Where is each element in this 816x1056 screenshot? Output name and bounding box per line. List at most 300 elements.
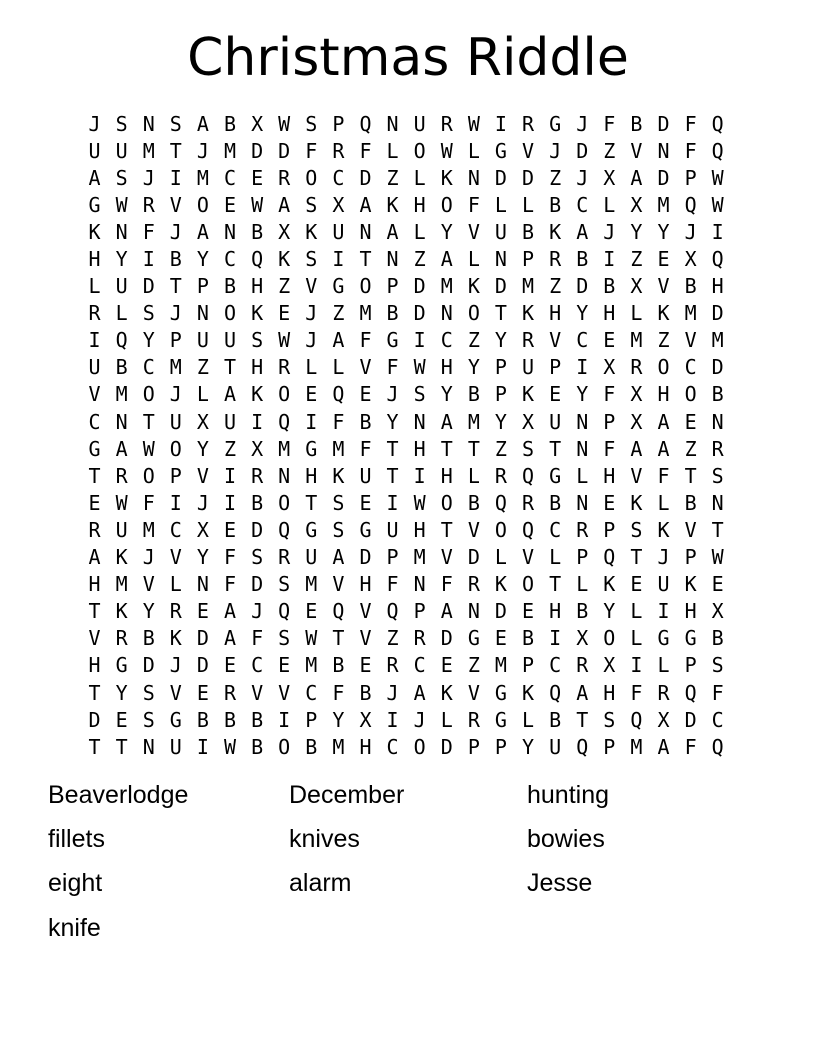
grid-letter: T	[711, 517, 724, 542]
grid-letter: E	[115, 707, 128, 732]
grid-letter: F	[630, 680, 643, 705]
grid-letter: Y	[115, 247, 128, 272]
grid-letter: Q	[576, 734, 589, 759]
grid-letter: A	[223, 382, 237, 407]
grid-letter: S	[305, 192, 318, 217]
grid-letter: G	[169, 707, 182, 732]
grid-letter: T	[576, 707, 589, 732]
grid-letter: A	[440, 409, 453, 434]
grid-letter: I	[549, 626, 562, 651]
grid-letter: H	[603, 680, 616, 705]
grid-letter: E	[549, 382, 562, 407]
grid-letter: L	[196, 382, 209, 407]
grid-letter: N	[223, 219, 237, 244]
grid-letter: I	[223, 463, 237, 488]
grid-letter: X	[332, 192, 345, 217]
grid-letter: T	[630, 545, 643, 570]
grid-letter: B	[549, 490, 562, 515]
grid-letter: X	[251, 436, 264, 461]
grid-letter: E	[522, 599, 535, 624]
grid-letter: F	[386, 572, 399, 597]
grid-letter: X	[576, 626, 589, 651]
grid-letter: B	[115, 355, 128, 380]
grid-letter: A	[657, 436, 670, 461]
grid-letter: T	[549, 436, 562, 461]
grid-letter: F	[223, 545, 237, 570]
grid-letter: A	[657, 734, 670, 759]
grid-letter: D	[494, 165, 507, 190]
word-list-column	[527, 773, 747, 906]
grid-letter: L	[576, 572, 589, 597]
grid-letter: F	[684, 138, 697, 163]
grid-letter: V	[305, 274, 318, 299]
word-list-item: knife	[48, 913, 101, 942]
grid-letter: O	[494, 517, 507, 542]
grid-letter: O	[278, 490, 291, 515]
grid-letter: I	[386, 707, 399, 732]
grid-letter: J	[603, 219, 616, 244]
grid-letter: C	[413, 653, 426, 678]
grid-letter: D	[684, 707, 697, 732]
grid-letter: D	[494, 274, 507, 299]
grid-letter: U	[88, 138, 101, 163]
grid-letter: N	[196, 301, 209, 326]
grid-letter: U	[522, 355, 535, 380]
grid-letter: Q	[278, 409, 291, 434]
grid-letter: G	[494, 680, 507, 705]
grid-letter: S	[305, 111, 318, 136]
grid-letter: H	[413, 192, 426, 217]
grid-letter: A	[332, 545, 345, 570]
grid-letter: P	[522, 247, 535, 272]
grid-letter: L	[630, 599, 643, 624]
grid-letter: L	[305, 355, 318, 380]
grid-letter: P	[494, 734, 507, 759]
grid-letter: U	[115, 274, 128, 299]
grid-letter: L	[467, 138, 480, 163]
word-list-item: fillets	[48, 825, 105, 854]
grid-letter: K	[386, 192, 399, 217]
grid-letter: H	[359, 572, 372, 597]
grid-letter: E	[494, 626, 507, 651]
grid-letter: X	[630, 409, 643, 434]
grid-letter: W	[467, 111, 480, 136]
grid-letter: P	[169, 463, 182, 488]
grid-letter: J	[386, 382, 399, 407]
grid-letter: A	[223, 626, 237, 651]
grid-letter: M	[305, 653, 318, 678]
grid-letter: X	[522, 409, 535, 434]
grid-letter: T	[142, 409, 155, 434]
grid-letter: I	[88, 328, 101, 353]
grid-letter: K	[684, 572, 697, 597]
grid-letter: N	[413, 572, 426, 597]
word-list-item: bowies	[527, 825, 605, 854]
grid-letter: C	[88, 409, 101, 434]
grid-letter: T	[386, 463, 399, 488]
grid-letter: V	[630, 138, 643, 163]
grid-letter: V	[467, 680, 480, 705]
grid-letter: H	[549, 301, 562, 326]
grid-letter: Z	[223, 436, 237, 461]
grid-letter: Q	[332, 382, 345, 407]
grid-letter: L	[115, 301, 128, 326]
grid-letter: V	[169, 192, 182, 217]
grid-letter: V	[440, 545, 453, 570]
grid-letter: Z	[657, 328, 670, 353]
grid-letter: D	[251, 138, 264, 163]
grid-letter: C	[440, 328, 453, 353]
grid-letter: U	[223, 409, 237, 434]
grid-letter: Q	[359, 111, 372, 136]
grid-letter: N	[576, 436, 589, 461]
grid-letter: E	[359, 490, 372, 515]
grid-letter: N	[278, 463, 291, 488]
grid-letter: I	[251, 409, 264, 434]
grid-letter: F	[684, 734, 697, 759]
grid-letter: N	[142, 111, 155, 136]
grid-letter: X	[603, 355, 616, 380]
grid-letter: Z	[603, 138, 616, 163]
grid-letter: N	[386, 247, 399, 272]
grid-letter: E	[657, 247, 670, 272]
grid-letter: P	[386, 545, 399, 570]
grid-letter: M	[115, 382, 128, 407]
grid-letter: Q	[711, 111, 724, 136]
grid-letter: F	[359, 436, 372, 461]
grid-letter: R	[467, 572, 480, 597]
grid-letter: G	[684, 626, 697, 651]
grid-letter: G	[88, 436, 101, 461]
grid-letter: M	[440, 274, 453, 299]
grid-letter: L	[657, 490, 670, 515]
grid-letter: V	[359, 626, 372, 651]
grid-letter: A	[332, 328, 345, 353]
word-list-item: Beaverlodge	[48, 780, 189, 809]
grid-letter: F	[142, 490, 155, 515]
grid-letter: Q	[549, 680, 562, 705]
grid-letter: G	[305, 436, 318, 461]
grid-letter: X	[359, 707, 372, 732]
grid-letter: E	[223, 653, 237, 678]
grid-letter: V	[549, 328, 562, 353]
grid-letter: P	[413, 599, 426, 624]
grid-letter: W	[251, 192, 264, 217]
grid-letter: V	[88, 626, 101, 651]
grid-letter: E	[684, 409, 697, 434]
grid-letter: D	[196, 653, 209, 678]
grid-letter: C	[576, 328, 589, 353]
grid-letter: V	[657, 274, 670, 299]
grid-letter: P	[603, 517, 616, 542]
word-list-item: December	[289, 780, 405, 809]
grid-letter: T	[359, 247, 372, 272]
grid-letter: D	[657, 165, 670, 190]
grid-letter: M	[494, 653, 507, 678]
grid-letter: B	[223, 274, 237, 299]
grid-letter: P	[549, 355, 562, 380]
grid-letter: S	[305, 247, 318, 272]
grid-letter: K	[305, 219, 318, 244]
grid-letter: H	[657, 382, 670, 407]
grid-letter: W	[711, 192, 724, 217]
grid-letter: M	[630, 734, 643, 759]
grid-letter: Q	[522, 463, 535, 488]
grid-letter: J	[169, 219, 182, 244]
grid-letter: O	[223, 301, 237, 326]
grid-letter: V	[684, 517, 697, 542]
grid-letter: R	[467, 707, 480, 732]
grid-letter: F	[332, 680, 345, 705]
grid-letter: T	[549, 572, 562, 597]
grid-letter: P	[576, 545, 589, 570]
grid-letter: J	[196, 138, 209, 163]
grid-letter: U	[549, 409, 562, 434]
grid-letter: B	[711, 626, 724, 651]
grid-letter: D	[711, 301, 724, 326]
grid-letter: K	[440, 165, 453, 190]
grid-letter: R	[278, 355, 291, 380]
grid-letter: E	[196, 599, 209, 624]
grid-letter: P	[332, 111, 345, 136]
grid-letter: S	[142, 707, 155, 732]
grid-letter: Q	[684, 192, 697, 217]
grid-letter: A	[576, 219, 589, 244]
grid-letter: G	[467, 626, 480, 651]
grid-letter: P	[305, 707, 318, 732]
grid-letter: W	[115, 490, 128, 515]
grid-letter: I	[223, 490, 237, 515]
grid-letter: V	[88, 382, 101, 407]
grid-letter: B	[522, 626, 535, 651]
grid-letter: W	[413, 355, 426, 380]
grid-letter: V	[169, 545, 182, 570]
grid-letter: E	[196, 680, 209, 705]
grid-letter: N	[711, 409, 724, 434]
grid-letter: C	[576, 192, 589, 217]
grid-letter: A	[413, 680, 426, 705]
grid-letter: L	[630, 301, 643, 326]
grid-letter: M	[630, 328, 643, 353]
grid-letter: B	[142, 626, 155, 651]
grid-letter: O	[522, 572, 535, 597]
grid-letter: H	[251, 274, 264, 299]
grid-letter: Q	[278, 599, 291, 624]
grid-letter: W	[413, 490, 426, 515]
grid-letter: H	[88, 247, 101, 272]
grid-letter: E	[359, 653, 372, 678]
grid-letter: K	[115, 599, 128, 624]
grid-letter: S	[115, 111, 128, 136]
grid-letter: F	[332, 409, 345, 434]
grid-letter: N	[115, 219, 128, 244]
grid-letter: S	[711, 463, 724, 488]
grid-letter: T	[88, 463, 101, 488]
grid-letter: W	[142, 436, 155, 461]
grid-letter: U	[88, 355, 101, 380]
grid-letter: V	[467, 517, 480, 542]
grid-letter: M	[413, 545, 426, 570]
grid-letter: H	[251, 355, 264, 380]
grid-letter: K	[332, 463, 345, 488]
grid-letter: V	[630, 463, 643, 488]
grid-letter: N	[711, 490, 724, 515]
grid-letter: D	[359, 545, 372, 570]
grid-letter: N	[576, 409, 589, 434]
grid-letter: Z	[386, 165, 399, 190]
grid-letter: J	[196, 490, 209, 515]
grid-letter: M	[223, 138, 237, 163]
grid-letter: D	[413, 274, 426, 299]
grid-letter: T	[386, 436, 399, 461]
grid-letter: C	[223, 165, 237, 190]
grid-letter: P	[522, 653, 535, 678]
grid-letter: J	[549, 138, 562, 163]
grid-letter: I	[169, 490, 182, 515]
grid-letter: B	[223, 707, 237, 732]
grid-letter: O	[278, 382, 291, 407]
grid-letter: B	[684, 274, 697, 299]
grid-letter: Q	[332, 599, 345, 624]
grid-letter: W	[711, 545, 724, 570]
grid-letter: D	[711, 355, 724, 380]
grid-letter: M	[332, 734, 345, 759]
grid-letter: B	[576, 599, 589, 624]
grid-letter: J	[251, 599, 264, 624]
grid-letter: D	[522, 165, 535, 190]
grid-letter: N	[386, 111, 399, 136]
grid-letter: U	[494, 219, 507, 244]
grid-letter: Q	[684, 680, 697, 705]
grid-letter: Q	[278, 517, 291, 542]
grid-letter: A	[88, 545, 101, 570]
grid-letter: J	[169, 653, 182, 678]
grid-letter: G	[494, 707, 507, 732]
word-list-item: eight	[48, 869, 103, 898]
grid-letter: T	[332, 626, 345, 651]
grid-letter: H	[440, 355, 453, 380]
grid-letter: L	[169, 572, 182, 597]
grid-letter: I	[305, 409, 318, 434]
grid-letter: B	[169, 247, 182, 272]
grid-letter: D	[467, 545, 480, 570]
grid-letter: O	[278, 734, 291, 759]
grid-letter: L	[657, 653, 670, 678]
grid-letter: W	[711, 165, 724, 190]
grid-letter: O	[413, 138, 426, 163]
grid-letter: V	[278, 680, 291, 705]
grid-letter: Q	[386, 599, 399, 624]
grid-letter: G	[657, 626, 670, 651]
grid-letter: H	[359, 734, 372, 759]
grid-letter: D	[251, 572, 264, 597]
grid-letter: K	[251, 301, 264, 326]
grid-letter: A	[440, 599, 453, 624]
grid-letter: Y	[142, 599, 155, 624]
grid-letter: R	[251, 463, 264, 488]
grid-letter: Q	[115, 328, 128, 353]
grid-letter: Q	[711, 247, 724, 272]
grid-letter: T	[305, 490, 318, 515]
grid-letter: A	[440, 247, 453, 272]
grid-letter: S	[711, 653, 724, 678]
grid-letter: Y	[494, 409, 507, 434]
grid-letter: O	[684, 382, 697, 407]
grid-letter: E	[630, 572, 643, 597]
grid-letter: N	[115, 409, 128, 434]
grid-letter: N	[576, 490, 589, 515]
grid-letter: S	[278, 572, 291, 597]
grid-letter: L	[88, 274, 101, 299]
grid-letter: Y	[386, 409, 399, 434]
grid-letter: J	[684, 219, 697, 244]
grid-letter: O	[413, 734, 426, 759]
grid-letter: D	[142, 274, 155, 299]
grid-letter: J	[576, 111, 589, 136]
grid-letter: J	[576, 165, 589, 190]
grid-letter: E	[305, 599, 318, 624]
grid-letter: I	[332, 247, 345, 272]
grid-letter: M	[169, 355, 182, 380]
grid-letter: T	[169, 138, 182, 163]
grid-letter: Y	[603, 599, 616, 624]
grid-letter: R	[278, 165, 291, 190]
grid-letter: I	[196, 734, 209, 759]
grid-letter: Y	[332, 707, 345, 732]
grid-letter: B	[251, 734, 264, 759]
grid-letter: K	[630, 490, 643, 515]
grid-letter: Y	[142, 328, 155, 353]
grid-letter: R	[386, 653, 399, 678]
grid-letter: F	[603, 382, 616, 407]
grid-letter: Y	[576, 382, 589, 407]
grid-letter: U	[169, 409, 182, 434]
grid-letter: C	[386, 734, 399, 759]
grid-letter: S	[169, 111, 182, 136]
grid-letter: M	[278, 436, 291, 461]
grid-letter: R	[88, 517, 101, 542]
grid-letter: R	[115, 463, 128, 488]
grid-letter: K	[115, 545, 128, 570]
grid-letter: G	[88, 192, 101, 217]
grid-letter: R	[413, 626, 426, 651]
grid-letter: C	[169, 517, 182, 542]
grid-letter: V	[359, 599, 372, 624]
grid-letter: P	[196, 274, 209, 299]
grid-letter: X	[684, 247, 697, 272]
grid-letter: X	[711, 599, 724, 624]
grid-letter: A	[196, 219, 209, 244]
grid-letter: R	[440, 111, 453, 136]
grid-letter: F	[603, 436, 616, 461]
grid-letter: B	[522, 219, 535, 244]
word-list-column	[48, 773, 289, 951]
grid-letter: R	[522, 111, 535, 136]
grid-letter: Z	[630, 247, 643, 272]
grid-letter: N	[196, 572, 209, 597]
grid-letter: I	[603, 247, 616, 272]
grid-letter: K	[440, 680, 453, 705]
grid-letter: K	[522, 680, 535, 705]
grid-letter: U	[413, 111, 426, 136]
grid-letter: B	[684, 490, 697, 515]
grid-letter: O	[440, 192, 453, 217]
grid-letter: K	[278, 247, 291, 272]
grid-letter: A	[630, 165, 643, 190]
grid-letter: Z	[413, 247, 426, 272]
grid-letter: Q	[522, 517, 535, 542]
grid-letter: X	[603, 653, 616, 678]
